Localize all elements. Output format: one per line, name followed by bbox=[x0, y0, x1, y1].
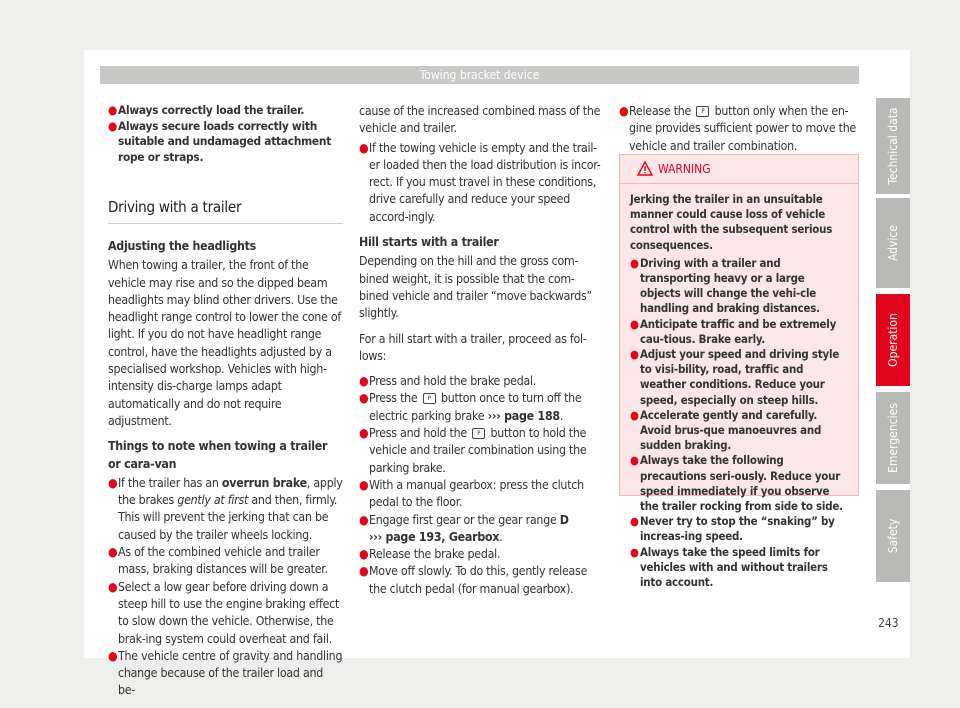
bullet-icon: ● bbox=[630, 407, 639, 422]
warning-icon bbox=[637, 161, 653, 176]
bullet-icon: ● bbox=[359, 564, 369, 579]
parking-brake-icon: P bbox=[472, 428, 485, 439]
subheading-hill-starts: Hill starts with a trailer bbox=[359, 235, 499, 250]
page-number: 243 bbox=[878, 616, 899, 630]
section-title: Driving with a trailer bbox=[108, 197, 343, 224]
tab-emergencies[interactable]: Emergencies bbox=[876, 392, 910, 484]
bullet-icon: ● bbox=[108, 545, 118, 560]
bullet-icon: ● bbox=[630, 255, 639, 270]
warning-item: ● Anticipate traffic and be extremely cau-tious. Brake early. bbox=[630, 316, 837, 346]
warning-header bbox=[620, 155, 858, 184]
bullet-icon: ● bbox=[630, 514, 639, 529]
warning-item: ● Accelerate gently and carefully. Avoid brus-que manoeuvres and sudden braking. bbox=[630, 407, 822, 453]
column-3 bbox=[619, 103, 859, 155]
list-item: ● If the trailer has an overrun brake, apply the brakes gently at first and then, firmly. This will prevent the jerking that can be caused by the trailer wheels locking. bbox=[108, 475, 343, 544]
list-item: ● Press the P button once to turn off the electric parking brake ››› page 188. bbox=[359, 390, 603, 425]
bullet-icon: ● bbox=[108, 579, 118, 594]
list-item: ● Press and hold the P button to hold the vehicle and trailer combination using the parking brake. bbox=[359, 425, 603, 477]
parking-brake-icon: P bbox=[696, 106, 709, 117]
warning-item: ● Always take the following precautions seri-ously. Reduce your speed immediately if you observe the trailer rocking from side to side. bbox=[630, 453, 843, 514]
list-item: ● If the towing vehicle is empty and the trail-er loaded then the load distribution is incor-rect. If you must travel in these conditions, drive carefully and reduce your speed accord-ingly. bbox=[359, 140, 603, 226]
warning-item: ● Never try to stop the “snaking” by increas-ing speed. bbox=[630, 514, 835, 544]
list-item: ● Release the P button only when the en-gine provides sufficient power to move the vehicle and trailer combination. bbox=[619, 103, 859, 155]
bullet-icon: ● bbox=[108, 118, 118, 133]
bullet-icon: ● bbox=[359, 391, 369, 406]
parking-brake-icon: P bbox=[423, 393, 436, 404]
list-item: ● The vehicle centre of gravity and handling change because of the trailer load and be- bbox=[108, 648, 343, 700]
list-item: ● Engage first gear or the gear range D ››› page 193, Gearbox. bbox=[359, 512, 603, 547]
list-item: ● Select a low gear before driving down a steep hill to use the engine braking effect to slow down the vehicle. Otherwise, the brak-ing system could overheat and fail. bbox=[108, 579, 343, 648]
column-1 bbox=[108, 103, 343, 700]
page-link[interactable]: ››› page 193, Gearbox bbox=[369, 529, 500, 544]
subheading-headlights: Adjusting the headlights bbox=[108, 239, 256, 253]
page-link[interactable]: ››› page 188 bbox=[487, 408, 560, 423]
subheading-things-to-note: Things to note when towing a trailer or cara-van bbox=[108, 439, 328, 471]
list-item: ● With a manual gearbox: press the clutch pedal to the floor. bbox=[359, 477, 603, 512]
bullet-icon: ● bbox=[359, 512, 369, 527]
bullet-icon: ● bbox=[359, 547, 369, 562]
list-item: ● Release the brake pedal. bbox=[359, 546, 603, 563]
bullet-icon: ● bbox=[630, 453, 639, 468]
column-2 bbox=[359, 103, 603, 598]
tab-technical-data[interactable]: Technical data bbox=[876, 98, 910, 194]
paragraph-headlights: When towing a trailer, the front of the vehicle may rise and so the dipped beam headlights may blind other drivers. Use the headlight range control to lower the cone of light. If you do not have headlight range control, have the headlights adjusted by a specialised workshop. Vehicles with high-intensity dis-charge lamps adapt automatically and do not require adjustment. bbox=[108, 258, 342, 428]
list-item: ● Always secure loads correctly with suitable and undamaged attachment rope or straps. bbox=[108, 118, 332, 164]
bullet-icon: ● bbox=[108, 103, 118, 117]
paragraph-proceed: For a hill start with a trailer, proceed as fol-lows: bbox=[359, 331, 587, 363]
bullet-icon: ● bbox=[619, 104, 629, 118]
paragraph-hill: Depending on the hill and the gross com-bined weight, it is possible that the com-bined vehicle and trailer “move backwards” slightly. bbox=[359, 254, 592, 321]
bullet-icon: ● bbox=[108, 475, 118, 490]
warning-item: ● Driving with a trailer and transporting heavy or a large objects will change the vehi-cle handling and braking distances. bbox=[630, 255, 820, 316]
bullet-icon: ● bbox=[630, 544, 639, 559]
bullet-icon: ● bbox=[359, 140, 369, 155]
warning-body bbox=[620, 184, 858, 590]
list-item: ● Press and hold the brake pedal. bbox=[359, 373, 603, 390]
bullet-icon: ● bbox=[359, 374, 369, 389]
warning-item: ● Always take the speed limits for vehicles with and without trailers into account. bbox=[630, 544, 828, 590]
tab-advice[interactable]: Advice bbox=[876, 198, 910, 288]
page-header: Towing bracket device bbox=[100, 66, 859, 84]
tab-safety[interactable]: Safety bbox=[876, 490, 910, 582]
top-bullets bbox=[108, 103, 343, 165]
warning-title: WARNING bbox=[658, 162, 711, 176]
paragraph-continued: cause of the increased combined mass of the vehicle and trailer. bbox=[359, 104, 601, 136]
bullet-icon: ● bbox=[630, 347, 639, 362]
warning-box bbox=[619, 154, 859, 590]
list-item: ● Always correctly load the trailer. bbox=[108, 103, 305, 117]
tab-operation[interactable]: Operation bbox=[876, 294, 910, 386]
warning-item: ● Adjust your speed and driving style to visi-bility, road, traffic and weather conditions. Reduce your speed, especially on steep hills. bbox=[630, 347, 840, 407]
list-item: ● Move off slowly. To do this, gently release the clutch pedal (for manual gearbox). bbox=[359, 563, 603, 598]
warning-intro: Jerking the trailer in an unsuitable manner could cause loss of vehicle control with the subsequent serious consequences. bbox=[630, 192, 833, 252]
bullet-icon: ● bbox=[630, 316, 639, 331]
bullet-icon: ● bbox=[359, 477, 369, 492]
bullet-icon: ● bbox=[359, 426, 369, 441]
list-item: ● As of the combined vehicle and trailer mass, braking distances will be greater. bbox=[108, 544, 343, 579]
bullet-icon: ● bbox=[108, 648, 118, 663]
